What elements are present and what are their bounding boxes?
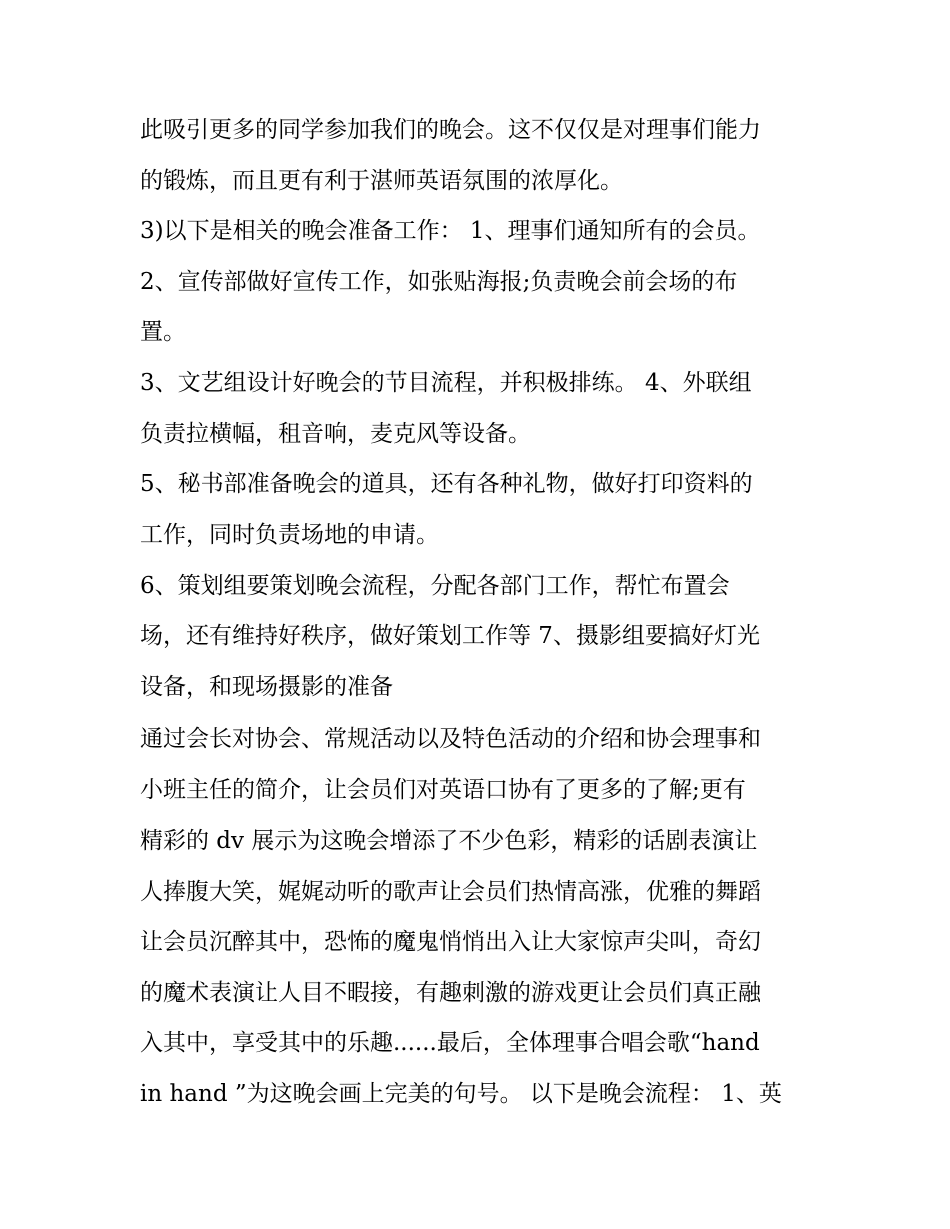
text-line: 此吸引更多的同学参加我们的晚会。这不仅仅是对理事们能力 [140,117,761,143]
text-line: 设备，和现场摄影的准备 [140,674,393,700]
text-line: 工作，同时负责场地的申请。 [140,522,439,548]
text-line: 3)以下是相关的晚会准备工作： 1、理事们通知所有的会员。 [140,218,761,244]
text-line: 的魔术表演让人目不暇接，有趣刺激的游戏更让会员们真正融 [140,980,761,1006]
text-line: 6、策划组要策划晚会流程，分配各部门工作，帮忙布置会 [140,573,730,599]
text-line: 的锻炼，而且更有利于湛师英语氛围的浓厚化。 [140,168,623,194]
text-line: 场，还有维持好秩序，做好策划工作等 7、摄影组要搞好灯光 [140,623,760,649]
text-line: 置。 [140,319,186,345]
text-line: 负责拉横幅，租音响，麦克风等设备。 [140,421,531,447]
text-line: 人捧腹大笑，娓娓动听的歌声让会员们热情高涨，优雅的舞蹈 [140,879,761,905]
text-line: 2、宣传部做好宣传工作，如张贴海报;负责晚会前会场的布 [140,269,738,295]
text-line: 通过会长对协会、常规活动以及特色活动的介绍和协会理事和 [140,726,761,752]
text-line: in hand ”为这晚会画上完美的句号。 以下是晚会流程： 1、英 [140,1081,782,1107]
text-line: 5、秘书部准备晚会的道具，还有各种礼物，做好打印资料的 [140,471,753,497]
text-line: 精彩的 dv 展示为这晚会增添了不少色彩，精彩的话剧表演让 [140,828,758,854]
text-line: 3、文艺组设计好晚会的节目流程，并积极排练。 4、外联组 [140,370,752,396]
text-line: 入其中，享受其中的乐趣......最后，全体理事合唱会歌“hand [140,1030,760,1056]
text-line: 让会员沉醉其中，恐怖的魔鬼悄悄出入让大家惊声尖叫，奇幻 [140,929,761,955]
text-line: 小班主任的简介，让会员们对英语口协有了更多的了解;更有 [140,777,746,803]
